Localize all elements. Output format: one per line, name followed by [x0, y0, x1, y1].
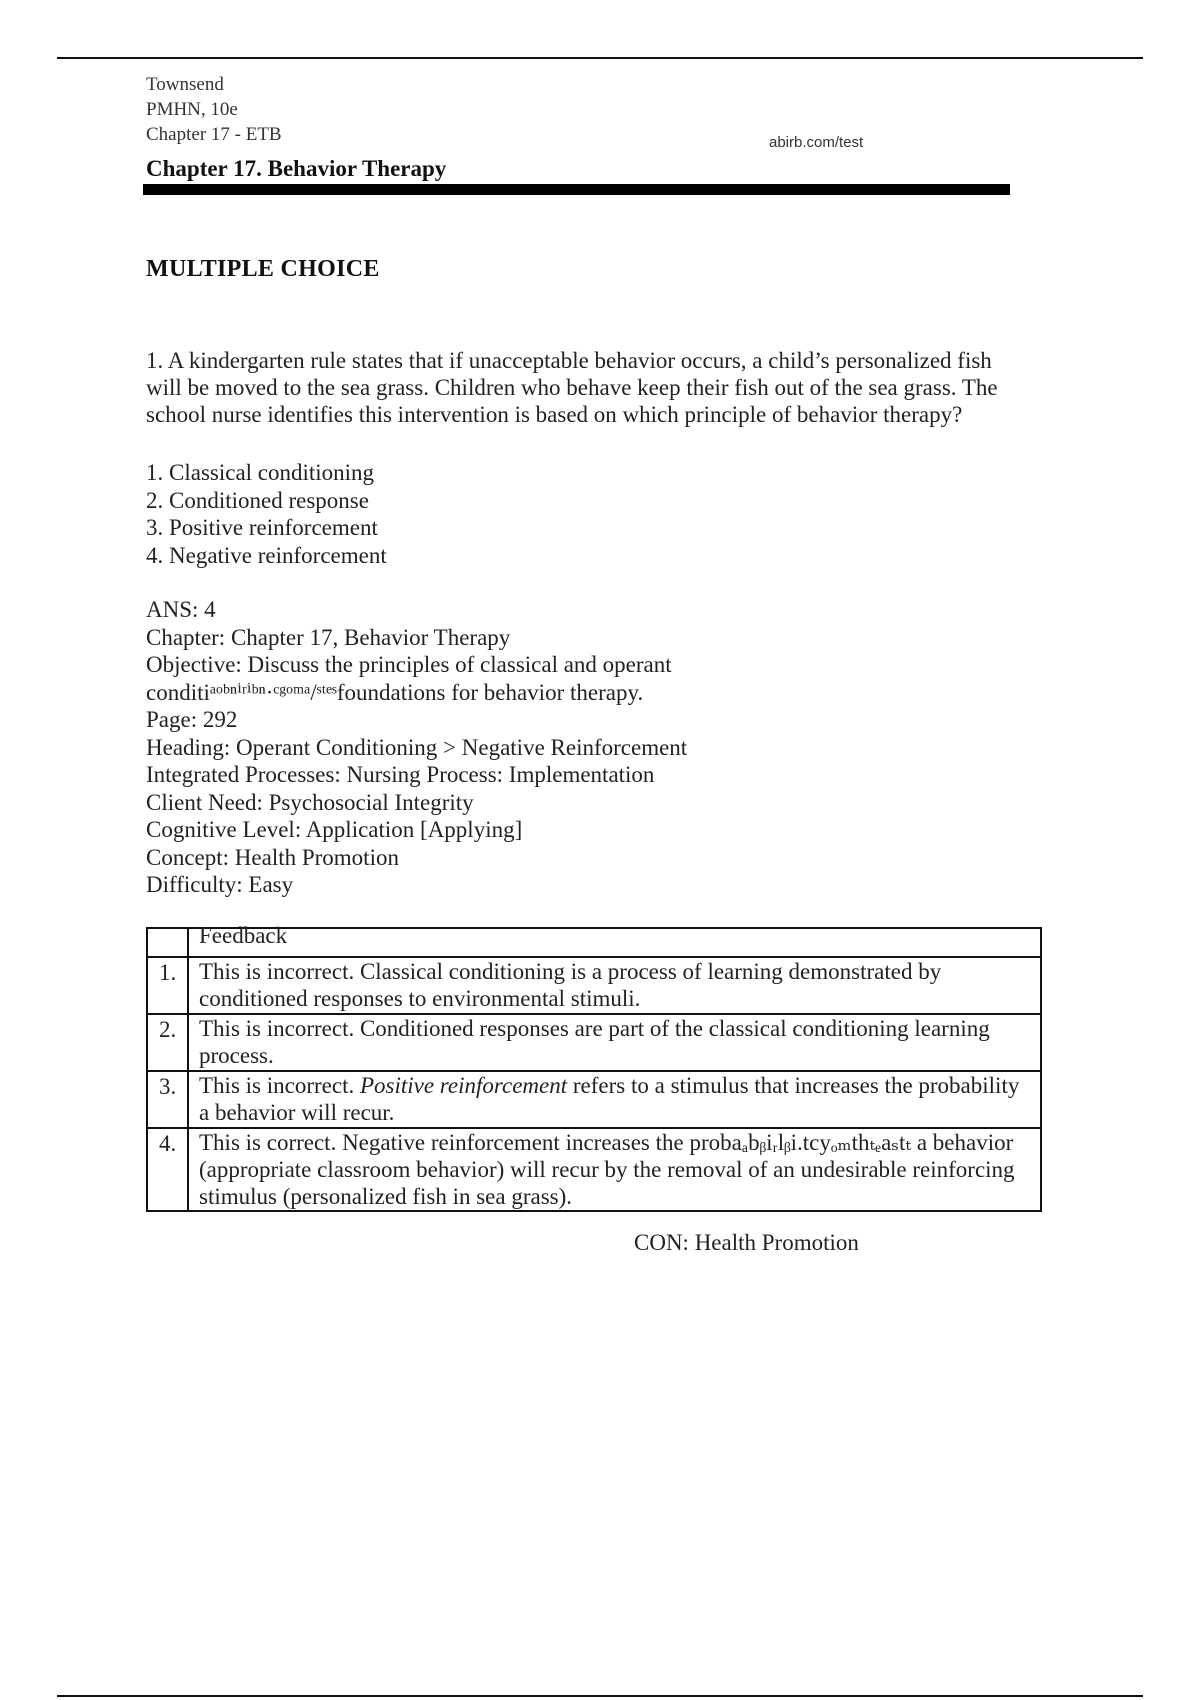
meta-heading: Heading: Operant Conditioning > Negative Reinforcement [146, 734, 688, 760]
option-1: 1. Classical conditioning [146, 460, 375, 485]
meta-objective-line2: conditiᵃᵒᵇⁿⁱʳⁱᵇⁿ·ᶜᵍᵒᵐᵃ/ˢᵗᵉˢfoundations for behavior therapy. [146, 679, 644, 705]
table-row [147, 1071, 1041, 1128]
header-author: Townsend [146, 74, 224, 95]
row-number: 1. [147, 957, 188, 1014]
row-feedback: This is incorrect. Conditioned responses are part of the classical conditioning learning process. [188, 1014, 1041, 1071]
meta-concept: Concept: Health Promotion [146, 844, 399, 870]
title-underline-bar [143, 184, 1010, 195]
row-number: 4. [147, 1128, 188, 1211]
row-feedback [188, 1071, 1041, 1128]
header-chapter-code: Chapter 17 - ETB [146, 124, 282, 145]
row-feedback-after: refers to a stimulus that increases the probability a behavior will recur. [199, 1073, 1020, 1125]
document-title: Chapter 17. Behavior Therapy [146, 156, 447, 181]
meta-cognitive-level: Cognitive Level: Application [Applying] [146, 817, 523, 842]
header-empty-cell [147, 928, 188, 957]
option-4: 4. Negative reinforcement [146, 542, 387, 568]
meta-difficulty: Difficulty: Easy [146, 872, 294, 897]
question-stem: 1. A kindergarten rule states that if unacceptable behavior occurs, a child’s personalized fish will be moved to the sea grass. Children who behave keep their fish out of the sea grass. The school nurse identifies this intervention is based on which principle of behavior therapy? [146, 348, 998, 427]
row-number: 2. [147, 1014, 188, 1071]
table-row [147, 957, 1041, 1014]
row-number: 3. [147, 1071, 188, 1128]
running-header [146, 72, 282, 147]
meta-chapter: Chapter: Chapter 17, Behavior Therapy [146, 624, 511, 650]
meta-objective-line1: Objective: Discuss the principles of classical and operant [146, 652, 672, 677]
option-2: 2. Conditioned response [146, 487, 369, 513]
feedback-table-header [147, 928, 1041, 957]
bottom-rule [57, 1695, 1143, 1697]
row-feedback: This is incorrect. Classical conditioning is a process of learning demonstrated by conditioned responses to environmental stimuli. [188, 957, 1041, 1014]
row-feedback: This is correct. Negative reinforcement increases the probaₐbᵦiᵣlᵦi.tcyₒₘthₜₑaₛtₜ a behavior (appropriate classroom behavior) will recur by the removal of an undesirable reinforcing stimulus (personalized fish in sea grass). [188, 1128, 1041, 1211]
feedback-header-label: Feedback [188, 928, 1041, 957]
meta-integrated-processes: Integrated Processes: Nursing Process: Implementation [146, 762, 655, 787]
watermark-text: abirb.com/test [769, 134, 864, 151]
section-title: MULTIPLE CHOICE [146, 256, 380, 282]
table-row [147, 1128, 1041, 1211]
answer-key: ANS: 4 [146, 597, 216, 622]
row-feedback-before: This is incorrect. [199, 1073, 360, 1098]
answer-options [146, 459, 387, 569]
meta-page: Page: 292 [146, 707, 238, 732]
top-rule [57, 57, 1143, 59]
table-row [147, 1014, 1041, 1071]
option-3: 3. Positive reinforcement [146, 515, 378, 540]
footer-concept: CON: Health Promotion [634, 1230, 859, 1255]
row-feedback-italic-term: Positive reinforcement [359, 1073, 568, 1098]
answer-metadata [146, 596, 687, 899]
meta-client-need: Client Need: Psychosocial Integrity [146, 789, 474, 815]
feedback-table [146, 923, 1042, 1212]
header-edition: PMHN, 10e [146, 99, 238, 120]
